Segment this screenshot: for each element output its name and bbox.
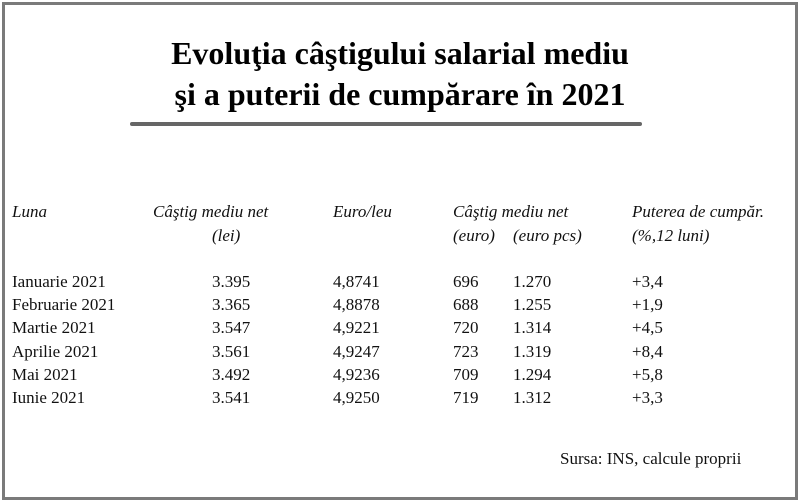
- cell-curs: 4,9221: [333, 318, 380, 338]
- cell-lei: 3.395: [212, 272, 251, 291]
- header-luna: Luna: [12, 202, 47, 221]
- cell-lei: 3.547: [212, 318, 251, 338]
- cell-euro-pcs: 1.314: [513, 318, 552, 338]
- cell-euro: 719: [453, 388, 479, 407]
- cell-euro-pcs: 1.319: [513, 341, 552, 361]
- cell-euro: 696: [453, 272, 479, 291]
- cell-curs: 4,9247: [333, 341, 380, 361]
- title-line-1: Evoluţia câştigului salarial mediu: [171, 35, 629, 71]
- cell-putere: +3,4: [632, 272, 663, 291]
- cell-lei: 3.561: [212, 341, 251, 361]
- cell-luna: Mai 2021: [12, 364, 78, 384]
- cell-putere: +5,8: [632, 364, 663, 384]
- cell-curs: 4,8878: [333, 295, 380, 315]
- cell-lei: 3.492: [212, 364, 251, 384]
- cell-putere: +4,5: [632, 318, 663, 338]
- cell-euro-pcs: 1.294: [513, 364, 552, 384]
- header-castig-net-unit: (lei): [212, 226, 241, 245]
- cell-euro: 709: [453, 364, 479, 384]
- header-euro-pcs-unit: (euro pcs): [513, 226, 582, 245]
- cell-luna: Ianuarie 2021: [12, 272, 106, 291]
- header-euro-unit: (euro): [453, 226, 495, 245]
- cell-curs: 4,9250: [333, 388, 380, 407]
- cell-luna: Februarie 2021: [12, 295, 116, 315]
- header-castig-euro: Câştig mediu net: [453, 202, 569, 221]
- title-underline: [130, 122, 642, 126]
- cell-euro: 688: [453, 295, 479, 315]
- header-putere: Puterea de cumpăr.: [632, 202, 765, 221]
- cell-putere: +3,3: [632, 388, 663, 407]
- header-castig-net: Câştig mediu net: [153, 202, 269, 221]
- cell-curs: 4,8741: [333, 272, 380, 291]
- cell-euro-pcs: 1.270: [513, 272, 552, 291]
- cell-curs: 4,9236: [333, 364, 380, 384]
- header-euro-leu: Euro/leu: [333, 202, 392, 221]
- cell-euro-pcs: 1.312: [513, 388, 552, 407]
- cell-luna: Iunie 2021: [12, 388, 86, 407]
- cell-putere: +8,4: [632, 341, 663, 361]
- cell-putere: +1,9: [632, 295, 663, 315]
- cell-luna: Aprilie 2021: [12, 341, 99, 361]
- title-line-2: şi a puterii de cumpărare în 2021: [174, 76, 626, 112]
- cell-luna: Martie 2021: [12, 318, 96, 338]
- cell-euro-pcs: 1.255: [513, 295, 552, 315]
- cell-lei: 3.365: [212, 295, 251, 315]
- cell-euro: 723: [453, 341, 479, 361]
- cell-lei: 3.541: [212, 388, 251, 407]
- cell-euro: 720: [453, 318, 479, 338]
- header-putere-unit: (%,12 luni): [632, 226, 710, 245]
- source-note: Sursa: INS, calcule proprii: [560, 449, 742, 468]
